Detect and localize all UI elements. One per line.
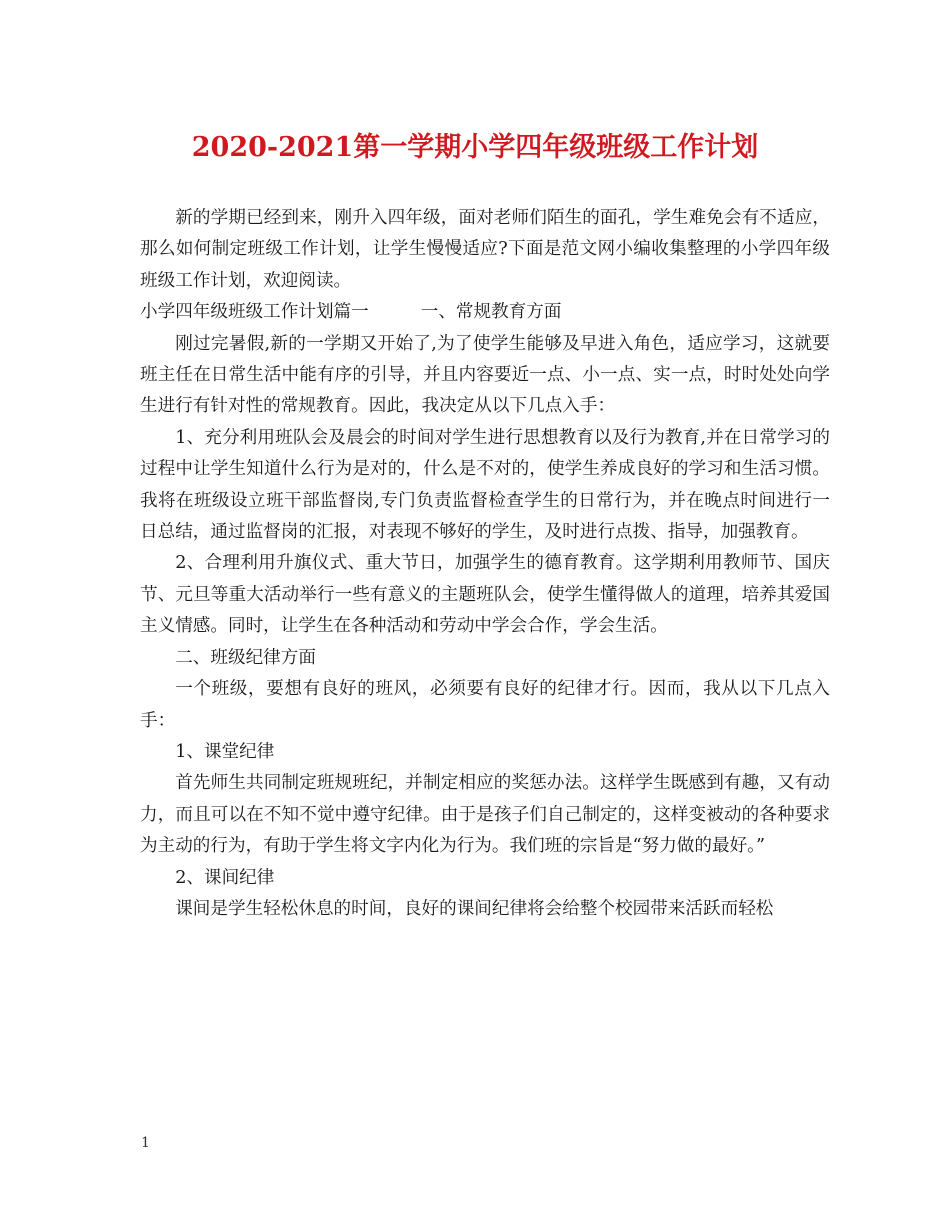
- paragraph: 首先师生共同制定班规班纪，并制定相应的奖惩办法。这样学生既感到有趣，又有动力，而且可以在不知不觉中遵守纪律。由于是孩子们自己制定的，这样变被动的各种要求为主动的行为，有助于学生将文字内化为行为。我们班的宗旨是“努力做的最好。”: [140, 773, 830, 857]
- paragraph: 一个班级，要想有良好的班风，必须要有良好的纪律才行。因而，我从以下几点入手：: [140, 679, 830, 731]
- sub-heading: 2、课间纪律: [175, 867, 275, 888]
- section-heading: 一、常规教育方面: [420, 302, 562, 323]
- paragraph: 1、充分利用班队会及晨会的时间对学生进行思想教育以及行为教育,并在日常学习的过程中让学生知道什么行为是对的，什么是不对的，使学生养成良好的学习和生活习惯。我将在班级设立班干部监督岗,专门负责监督检查学生的日常行为，并在晚点时间进行一日总结，通过监督岗的汇报，对表现不够好的学生，及时进行点拨、指导，加强教育。: [140, 427, 830, 543]
- sub-heading: 1、课堂纪律: [175, 741, 275, 762]
- section-heading: 二、班级纪律方面: [175, 647, 316, 668]
- paragraph: 刚过完暑假,新的一学期又开始了,为了使学生能够及早进入角色，适应学习，这就要班主任在日常生活中能有序的引导，并且内容要近一点、小一点、实一点，时时处处向学生进行有针对性的常规教育。因此，我决定从以下几点入手：: [140, 333, 830, 417]
- article-heading: 小学四年级班级工作计划篇一: [140, 302, 369, 323]
- page-number: 1: [141, 1135, 150, 1151]
- section-heading-line: [140, 297, 830, 328]
- intro-paragraph: 新的学期已经到来，刚升入四年级，面对老师们陌生的面孔，学生难免会有不适应，那么如何制定班级工作计划，让学生慢慢适应?下面是范文网小编收集整理的小学四年级班级工作计划，欢迎阅读。: [140, 208, 830, 291]
- document-body: [140, 203, 830, 925]
- document-title: 2020-2021第一学期小学四年级班级工作计划: [191, 132, 759, 163]
- paragraph: 2、合理利用升旗仪式、重大节日，加强学生的德育教育。这学期利用教师节、国庆节、元旦等重大活动举行一些有意义的主题班队会，使学生懂得做人的道理，培养其爱国主义情感。同时，让学生在各种活动和劳动中学会合作，学会生活。: [140, 553, 830, 637]
- paragraph: 课间是学生轻松休息的时间，良好的课间纪律将会给整个校园带来活跃而轻松: [175, 898, 774, 919]
